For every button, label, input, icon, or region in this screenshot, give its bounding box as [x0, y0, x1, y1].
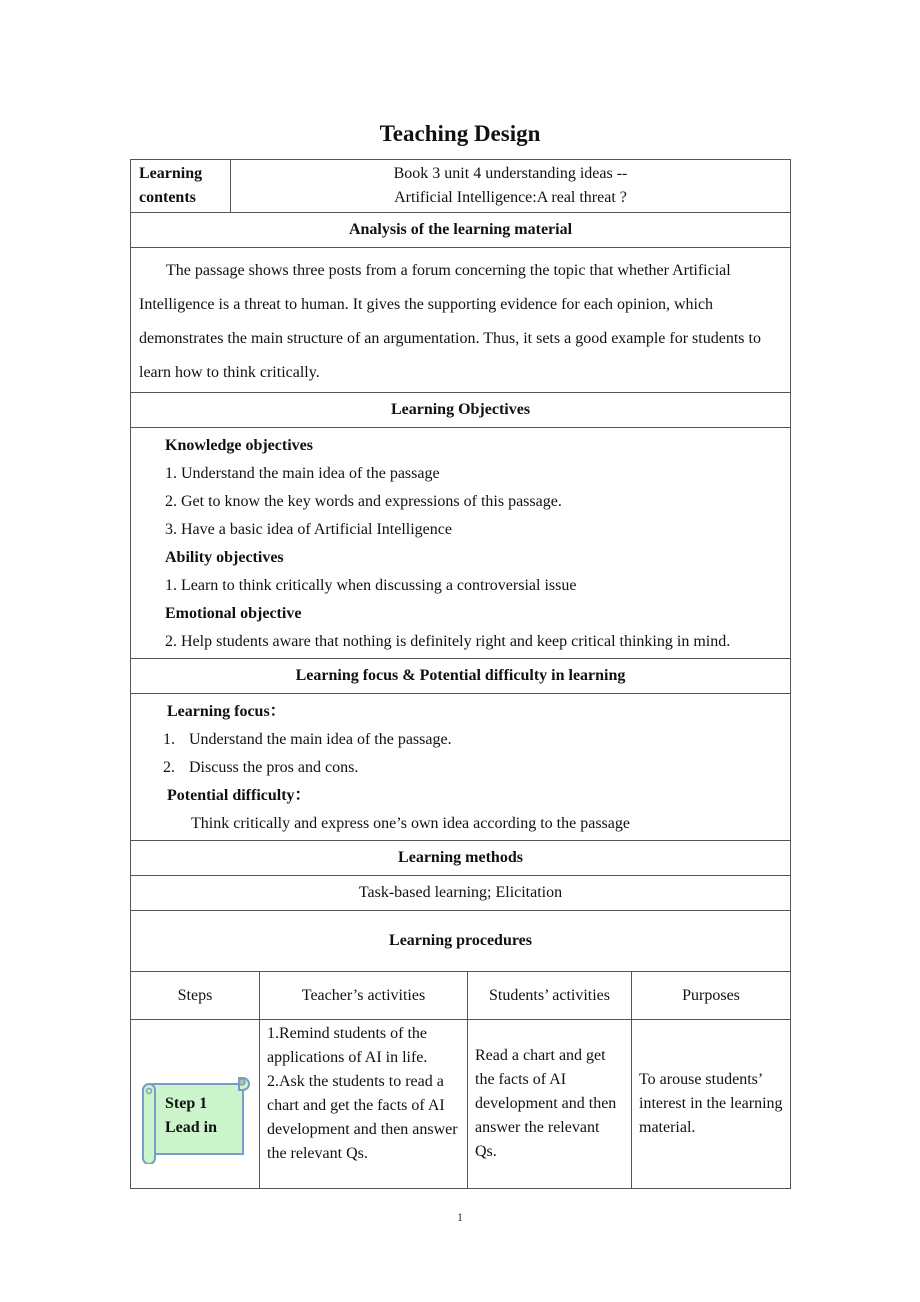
purposes-cell: To arouse students’ interest in the learning material.: [632, 1020, 791, 1189]
list-item: 2. Discuss the pros and cons.: [163, 759, 359, 776]
objectives-body: [131, 428, 791, 659]
analysis-text: The passage shows three posts from a forum concerning the topic that whether Artificial Intelligence is a threat to human. It gives the supporting evidence for each opinion, which demonstrates the main structure of an argumentation. Thus, it sets a good example for students to learn how to think critically.: [131, 248, 791, 393]
lesson-topic: Book 3 unit 4 understanding ideas -- Artificial Intelligence:A real threat ?: [231, 160, 791, 213]
objectives-heading: Learning Objectives: [131, 393, 791, 428]
analysis-heading: Analysis of the learning material: [131, 213, 791, 248]
ability-objectives-heading: Ability objectives: [165, 549, 284, 566]
page-title: Teaching Design: [379, 121, 541, 146]
column-header-students: Students’ activities: [468, 972, 632, 1020]
list-item: 2. Get to know the key words and expressions of this passage.: [165, 493, 562, 510]
step-label: Step 1 Lead in: [165, 1095, 218, 1136]
teacher-activities-cell: 1.Remind students of the applications of AI in life. 2.Ask the students to read a chart and get the facts of AI development and then answer the relevant Qs.: [260, 1020, 468, 1189]
list-item: 3. Have a basic idea of Artificial Intelligence: [165, 521, 452, 538]
column-header-steps: Steps: [131, 972, 260, 1020]
procedures-header-row: [131, 972, 791, 1020]
learning-focus-heading: Learning focus：: [167, 703, 286, 720]
list-item: 1. Understand the main idea of the passage: [165, 465, 440, 482]
students-activities-cell: Read a chart and get the facts of AI development and then answer the relevant Qs.: [468, 1020, 632, 1189]
knowledge-objectives-heading: Knowledge objectives: [165, 437, 313, 454]
focus-body: [131, 694, 791, 841]
column-header-purposes: Purposes: [632, 972, 791, 1020]
emotional-objective-heading: Emotional objective: [165, 605, 302, 622]
potential-difficulty-heading: Potential difficulty：: [167, 787, 311, 804]
learning-contents-label: Learning contents: [131, 160, 231, 213]
page-number: 1: [457, 1210, 463, 1224]
list-item: 1. Understand the main idea of the passage.: [163, 731, 452, 748]
list-item: 2. Help students aware that nothing is definitely right and keep critical thinking in mind.: [165, 633, 731, 650]
column-header-teacher: Teacher’s activities: [260, 972, 468, 1020]
list-item: 1. Learn to think critically when discussing a controversial issue: [165, 577, 577, 594]
teaching-design-table: [130, 159, 791, 1189]
learning-contents-row: [131, 160, 791, 213]
potential-difficulty-text: Think critically and express one’s own idea according to the passage: [191, 815, 630, 832]
table-row: [131, 1020, 791, 1189]
procedures-heading: Learning procedures: [131, 911, 791, 972]
step-cell: [131, 1020, 260, 1189]
focus-heading: Learning focus & Potential difficulty in learning: [131, 659, 791, 694]
methods-text: Task-based learning; Elicitation: [131, 876, 791, 911]
methods-heading: Learning methods: [131, 841, 791, 876]
